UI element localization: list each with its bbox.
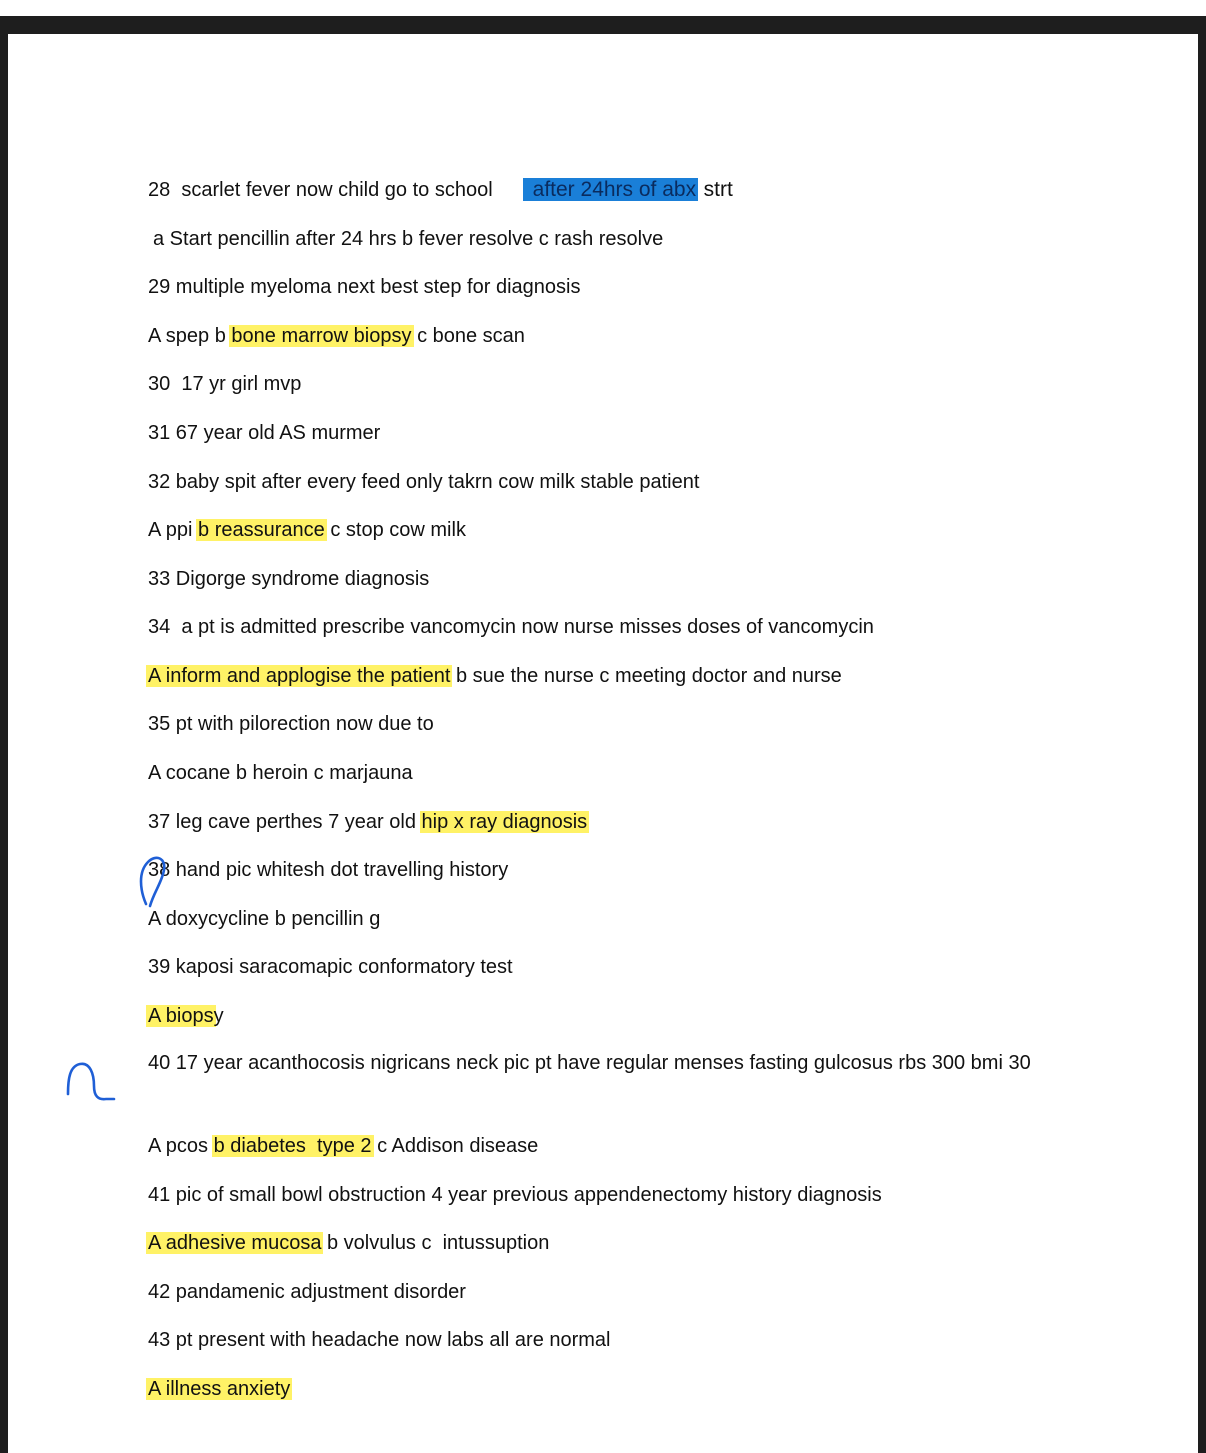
answer-43-highlight: A illness anxiety <box>148 1378 291 1400</box>
q28-text: scarlet fever now child go to school <box>181 179 493 201</box>
question-29: 29 multiple myeloma next best step for diagnosis <box>148 276 581 298</box>
question-37 <box>148 809 587 835</box>
answer-29-post: c bone scan <box>417 325 525 347</box>
answer-29 <box>148 323 525 349</box>
answer-40-post: c Addison disease <box>377 1135 539 1157</box>
question-37-highlight: hip x ray diagnosis <box>421 811 588 833</box>
answer-34-highlight: A inform and applogise the patient <box>148 665 451 687</box>
answer-39-post: y <box>213 1005 224 1027</box>
question-40: 40 17 year acanthocosis nigricans neck pic pt have regular menses fasting gulcosus rbs 300 bmi 30 <box>148 1052 1031 1074</box>
window-frame-top <box>0 16 1206 34</box>
answer-39 <box>148 1003 224 1029</box>
answer-32-pre: A ppi <box>148 519 193 541</box>
question-28 <box>148 177 733 203</box>
q28-number: 28 <box>148 179 171 201</box>
q28-blue-highlight: after 24hrs of abx <box>523 178 698 201</box>
answer-32 <box>148 517 466 543</box>
window-frame-left <box>0 16 8 1453</box>
top-edge <box>0 0 1206 16</box>
q28-tail: strt <box>703 178 733 201</box>
handwritten-squiggle-mark <box>60 1058 124 1104</box>
answer-28: a Start pencillin after 24 hrs b fever resolve c rash resolve <box>153 228 664 250</box>
answer-35: A cocane b heroin c marjauna <box>148 762 413 784</box>
question-31: 31 67 year old AS murmer <box>148 422 381 444</box>
answer-34-post: b sue the nurse c meeting doctor and nurse <box>456 665 842 687</box>
answer-39-highlight: A biops <box>148 1005 214 1027</box>
question-38: 38 hand pic whitesh dot travelling history <box>148 859 509 881</box>
question-35: 35 pt with pilorection now due to <box>148 713 434 735</box>
question-33: 33 Digorge syndrome diagnosis <box>148 568 430 590</box>
question-34: 34 a pt is admitted prescribe vancomycin now nurse misses doses of vancomycin <box>148 616 874 638</box>
question-39: 39 kaposi saracomapic conformatory test <box>148 956 513 978</box>
answer-32-post: c stop cow milk <box>330 519 466 541</box>
answer-32-highlight: b reassurance <box>198 519 325 541</box>
answer-38: A doxycycline b pencillin g <box>148 908 381 930</box>
answer-29-pre: A spep b <box>148 325 226 347</box>
question-43: 43 pt present with headache now labs all are normal <box>148 1329 611 1351</box>
question-41: 41 pic of small bowl obstruction 4 year previous appendenectomy history diagnosis <box>148 1184 882 1206</box>
answer-41-highlight: A adhesive mucosa <box>148 1232 322 1254</box>
handwritten-loop-mark <box>134 850 174 910</box>
question-37-pre: 37 leg cave perthes 7 year old <box>148 811 416 833</box>
answer-40-highlight: b diabetes type 2 <box>213 1135 372 1157</box>
answer-41-post: b volvulus c intussuption <box>327 1232 550 1254</box>
answer-40 <box>148 1133 538 1159</box>
answer-34 <box>148 663 842 689</box>
question-42: 42 pandamenic adjustment disorder <box>148 1281 466 1303</box>
window-frame-right <box>1198 16 1206 1453</box>
answer-41 <box>148 1230 549 1256</box>
question-32: 32 baby spit after every feed only takrn cow milk stable patient <box>148 471 700 493</box>
question-30: 30 17 yr girl mvp <box>148 373 302 395</box>
answer-43 <box>148 1376 290 1402</box>
answer-29-highlight: bone marrow biopsy <box>231 325 412 347</box>
answer-40-pre: A pcos <box>148 1135 209 1157</box>
